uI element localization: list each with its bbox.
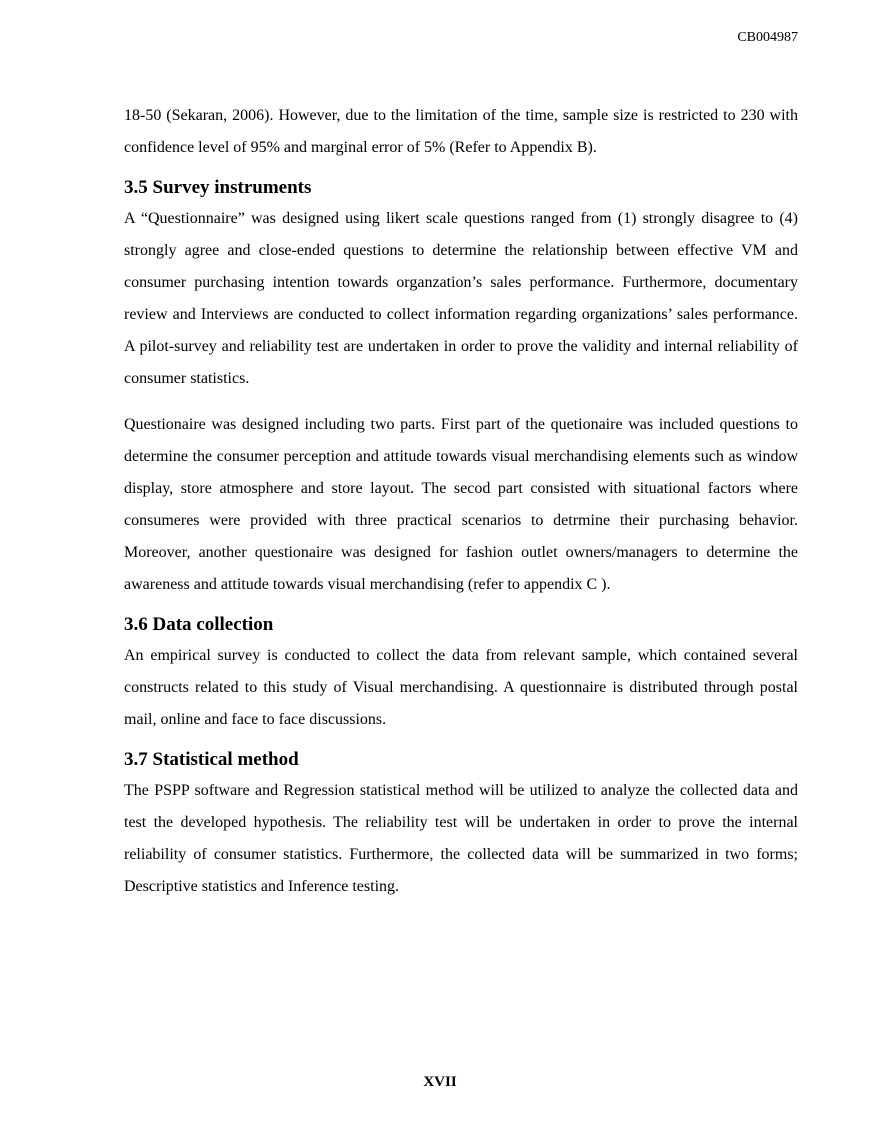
survey-paragraph-1: A “Questionnaire” was designed using likert scale questions ranged from (1) strongly disagree to (4) strongly agree and close-ended questions to determine the relationship between effective VM and consumer purchasing intention towards organzation’s sales performance. Furthermore, documentary review and Interviews are conducted to collect information regarding organizations’ sales performance. A pilot-survey and reliability test are undertaken in order to prove the validity and internal reliability of consumer statistics. (124, 210, 798, 387)
sample-size-paragraph: 18-50 (Sekaran, 2006). However, due to the limitation of the time, sample size is restricted to 230 with confidence level of 95% and marginal error of 5% (Refer to Appendix B). (124, 107, 798, 156)
page-content (124, 100, 798, 903)
section-heading-survey-instruments: 3.5 Survey instruments (124, 177, 312, 198)
page-number: XVII (423, 1074, 457, 1090)
section-heading-data-collection: 3.6 Data collection (124, 614, 274, 635)
document-id: CB004987 (737, 30, 798, 45)
section-heading-statistical-method: 3.7 Statistical method (124, 749, 299, 770)
survey-paragraph-2: Questionaire was designed including two parts. First part of the quetionaire was included questions to determine the consumer perception and attitude towards visual merchandising elements such as window display, store atmosphere and store layout. The secod part consisted with situational factors where consumeres were provided with three practical scenarios to detrmine their purchasing behavior. Moreover, another questionaire was designed for fashion outlet owners/managers to determine the awareness and attitude towards visual merchandising (refer to appendix C ). (124, 416, 798, 593)
data-collection-paragraph: An empirical survey is conducted to collect the data from relevant sample, which contained several constructs related to this study of Visual merchandising. A questionnaire is distributed through postal mail, online and face to face discussions. (124, 647, 798, 728)
statistical-method-paragraph: The PSPP software and Regression statistical method will be utilized to analyze the collected data and test the developed hypothesis. The reliability test will be undertaken in order to prove the internal reliability of consumer statistics. Furthermore, the collected data will be summarized in two forms; Descriptive statistics and Inference testing. (124, 782, 798, 895)
